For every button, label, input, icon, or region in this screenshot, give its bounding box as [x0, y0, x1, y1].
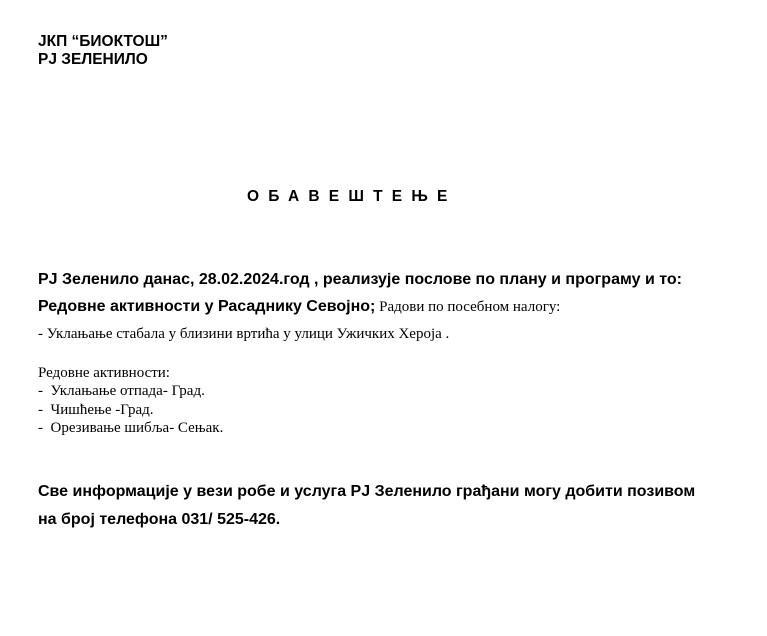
intro-line: РЈ Зеленило данас, 28.02.2024.год , реализује послове по плану и програму и то: — [38, 271, 682, 288]
special-order-label: Радови по посебном налогу: — [375, 299, 561, 315]
special-order-task: - Уклањање стабала у близини вртића у улици Ужичких Хероја . — [38, 326, 450, 342]
list-item: - Уклањање отпада- Град. — [38, 383, 205, 400]
nursery-activities-line — [38, 298, 560, 316]
nursery-activities-label: Редовне активности у Расаднику Севојно; — [38, 298, 376, 315]
regular-activities-list — [38, 364, 223, 437]
list-item: - Орезивање шибља- Сењак. — [38, 419, 224, 436]
list-item: - Чишћење -Град. — [38, 401, 154, 418]
organization-name: ЈКП “БИОКТОШ” — [38, 33, 168, 50]
organization-unit: РЈ ЗЕЛЕНИЛО — [38, 51, 148, 68]
contact-info-line: Све информације у вези робе и услуга РЈ Зеленило грађани могу добити позивом — [38, 483, 696, 500]
notice-title: ОБАВЕШТЕЊЕ — [247, 188, 457, 205]
contact-phone-line: на број телефона 031/ 525-426. — [38, 511, 281, 528]
organization-header — [38, 33, 168, 69]
regular-activities-heading: Редовне активности: — [38, 365, 170, 381]
